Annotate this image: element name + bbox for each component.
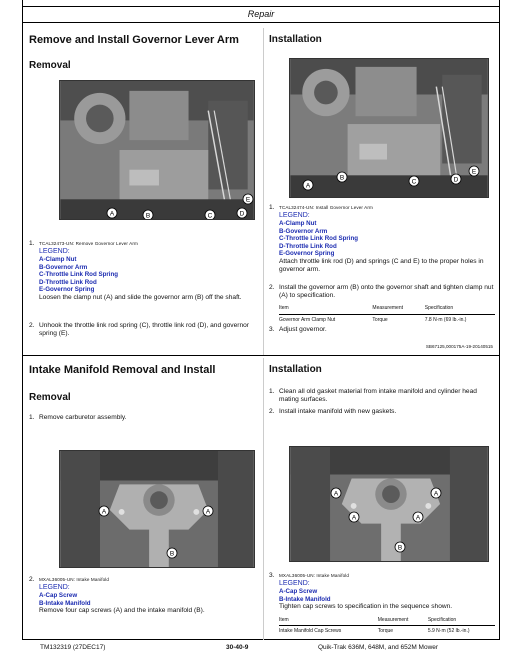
spec-item: Governor Arm Clamp Nut <box>279 316 336 323</box>
legend-item: B-Intake Manifold <box>39 599 91 607</box>
photo-label-c <box>204 209 216 220</box>
photo-label-b <box>394 541 406 553</box>
photo-label-a <box>302 179 314 191</box>
photo-label-a <box>348 511 360 523</box>
governor-removal-column: Remove and Install Governor Lever Arm Removal A B C D E 1. TCAL32473-UN: Remove Governor Lever Arm LEGEND: A-Clamp Nut B-Governor Arm C-Throttle Link Rod Spring D-Throttle Link Rod E-Governor Spring Loosen the clamp nut (A) and slide the governor arm (B) off the shaft. 2. Unhook the throttle link rod spring (C), throttle link rod (D), and governor spring (E). <box>29 28 257 355</box>
legend-item: B-Governor Arm <box>39 263 88 271</box>
spec-header-item: Item <box>279 616 378 626</box>
legend-title: LEGEND: <box>39 584 70 592</box>
svg-text:D: D <box>453 176 459 184</box>
legend-item: D-Throttle Link Rod <box>279 242 337 250</box>
removal-title: Removal <box>29 60 71 71</box>
photo-label-b <box>142 209 154 220</box>
legend-title: LEGEND: <box>279 212 310 220</box>
page-frame <box>22 0 500 640</box>
step-text: Attach throttle link rod (D) and springs (C and E) to the proper holes in governor arm. <box>279 257 484 274</box>
section-title: Remove and Install Governor Lever Arm <box>29 34 239 46</box>
legend-item: A-Cap Screw <box>39 592 78 600</box>
legend-item: E-Governor Spring <box>39 286 95 294</box>
step-text: Tighten cap screws to specification in the sequence shown. <box>279 603 453 611</box>
svg-text:E: E <box>471 168 477 176</box>
spec-header-item: Item <box>279 304 372 314</box>
svg-text:C: C <box>207 212 213 220</box>
step-text: Clean all old gasket material from intake manifold and cylinder head mating surfaces. <box>279 388 477 404</box>
photo-label-b <box>166 547 178 559</box>
reference-number: SB67125,000175A-19-20140515 <box>425 344 493 349</box>
spec-item: Intake Manifold Cap Screws <box>279 627 342 634</box>
spec-header-specification: Specification <box>428 616 495 626</box>
svg-text:B: B <box>339 174 345 182</box>
removal-title: Removal <box>29 392 71 403</box>
photo-label-a <box>202 505 214 517</box>
svg-text:B: B <box>169 550 175 558</box>
svg-text:A: A <box>433 490 439 498</box>
legend-title: LEGEND: <box>39 248 70 256</box>
svg-text:A: A <box>415 514 421 522</box>
spec-header-measurement: Measurement <box>378 616 428 626</box>
spec-table <box>279 304 495 323</box>
legend-item: A-Clamp Nut <box>279 220 317 228</box>
manifold-removal-photo <box>59 450 255 568</box>
figure-caption: MXAL36005-UN: Intake Manifold <box>279 573 350 578</box>
manifold-installation-column: Installation 1. Clean all old gasket material from intake manifold and cylinder head mating surfaces. 2. Install intake manifold with new gaskets. A A A A B 3. MXAL36005-UN: Intake Manifold LEGEND: A-Cap Screw B-Intake Manifold Tighten cap screws to specification in the sequence shown. Item Measurement Specification Intake Manifold Cap Screws Torque 5.9 N·m (52 lb.-in.) <box>269 358 495 640</box>
photo-label-a <box>430 487 442 499</box>
legend-item: A-Cap Screw <box>279 588 318 596</box>
photo-label-d <box>450 173 462 185</box>
svg-text:A: A <box>101 508 107 516</box>
running-head: Repair <box>247 9 275 19</box>
spec-table <box>279 616 495 635</box>
svg-text:A: A <box>109 210 115 218</box>
photo-label-e <box>242 193 254 205</box>
spec-header-measurement: Measurement <box>372 304 424 314</box>
governor-installation-photo <box>289 58 489 198</box>
step-text: Unhook the throttle link rod spring (C), throttle link rod (D), and governor spring (E). <box>39 322 249 338</box>
legend-item: B-Governor Arm <box>279 227 328 235</box>
legend-item: B-Intake Manifold <box>279 595 331 603</box>
photo-label-a <box>98 505 110 517</box>
svg-text:E: E <box>245 196 251 204</box>
legend-item: C-Throttle Link Rod Spring <box>39 271 119 279</box>
svg-text:A: A <box>305 182 311 190</box>
spec-value: 7.8 N·m (69 lb.-in.) <box>424 316 467 323</box>
footer-product: Quik-Trak 636M, 648M, and 652M Mower <box>318 644 439 651</box>
step-text: Install intake manifold with new gaskets. <box>279 408 397 415</box>
photo-label-a <box>330 487 342 499</box>
svg-text:A: A <box>205 508 211 516</box>
step-text: Remove four cap screws (A) and the intake manifold (B). <box>39 607 205 615</box>
footer-doc-id: TM132319 (27DEC17) <box>40 644 106 651</box>
figure-caption: MXAL36005-UN: Intake Manifold <box>39 577 110 582</box>
svg-text:C: C <box>411 178 417 186</box>
figure-caption: TCAL32474-UN: Install Governor Lever Arm <box>279 205 373 210</box>
legend-item: C-Throttle Link Rod Spring <box>279 235 359 243</box>
manifold-removal-column: Intake Manifold Removal and Install Removal 1. Remove carburetor assembly. A A B 2. MXAL36005-UN: Intake Manifold LEGEND: A-Cap Screw B-Intake Manifold Remove four cap screws (A) and the intake manifold (B). <box>29 358 257 640</box>
legend-item: E-Governor Spring <box>279 250 335 258</box>
manifold-photo-illustration <box>60 451 254 567</box>
legend-title: LEGEND: <box>279 580 310 588</box>
installation-title: Installation <box>269 364 322 375</box>
section-intake-manifold <box>23 358 499 640</box>
svg-text:A: A <box>351 514 357 522</box>
governor-installation-column: Installation A B C D E 1. TCAL32474-UN: Install Governor Lever Arm LEGEND: A-Clamp Nut B-Governor Arm C-Throttle Link Rod Spring D-Throttle Link Rod E-Governor Spring Attach throttle link rod (D) and springs (C and E) to the proper holes in governor arm. 2. Install the governor arm (B) onto the governor shaft and tighten clamp nut (A) to specification. Item Measurement Specification Governor Arm Clamp Nut Torque 7.8 N·m (69 lb.-in.) 3. Adjust governor. SB67125,000175A-19-20140515 <box>269 34 494 349</box>
svg-text:A: A <box>333 490 339 498</box>
manifold-photo-illustration <box>290 447 488 561</box>
svg-text:D: D <box>239 210 245 218</box>
column-divider <box>263 358 264 640</box>
column-divider <box>263 28 264 355</box>
step-text: Install the governor arm (B) onto the governor shaft and tighten clamp nut (A) to specification. <box>279 284 494 300</box>
step-text: Adjust governor. <box>279 326 327 333</box>
spec-measurement: Torque <box>372 316 388 323</box>
photo-label-d <box>236 207 248 219</box>
spec-measurement: Torque <box>377 627 394 634</box>
manifold-installation-photo <box>289 446 489 562</box>
engine-photo-illustration <box>60 81 254 219</box>
photo-label-a <box>412 511 424 523</box>
svg-text:B: B <box>145 212 151 220</box>
legend-item: A-Clamp Nut <box>39 256 77 264</box>
photo-label-c <box>408 175 420 187</box>
step-text: Loosen the clamp nut (A) and slide the governor arm (B) off the shaft. <box>39 293 242 301</box>
section-title: Intake Manifold Removal and Install <box>29 364 216 376</box>
governor-removal-photo <box>59 80 255 220</box>
photo-label-e <box>468 165 480 177</box>
svg-text:B: B <box>397 544 403 552</box>
spec-header-specification: Specification <box>425 304 495 314</box>
step-text: Remove carburetor assembly. <box>39 414 127 421</box>
footer-page-number: 30-40-9 <box>226 644 249 651</box>
spec-value: 5.9 N·m (52 lb.-in.) <box>427 627 470 634</box>
legend-item: D-Throttle Link Rod <box>39 278 97 286</box>
header-rule <box>23 22 499 23</box>
photo-label-a <box>106 207 118 219</box>
section-governor-lever-arm <box>23 28 499 356</box>
installation-title: Installation <box>269 34 322 45</box>
photo-label-b <box>336 171 348 183</box>
figure-caption: TCAL32473-UN: Remove Governor Lever Arm <box>39 241 138 246</box>
